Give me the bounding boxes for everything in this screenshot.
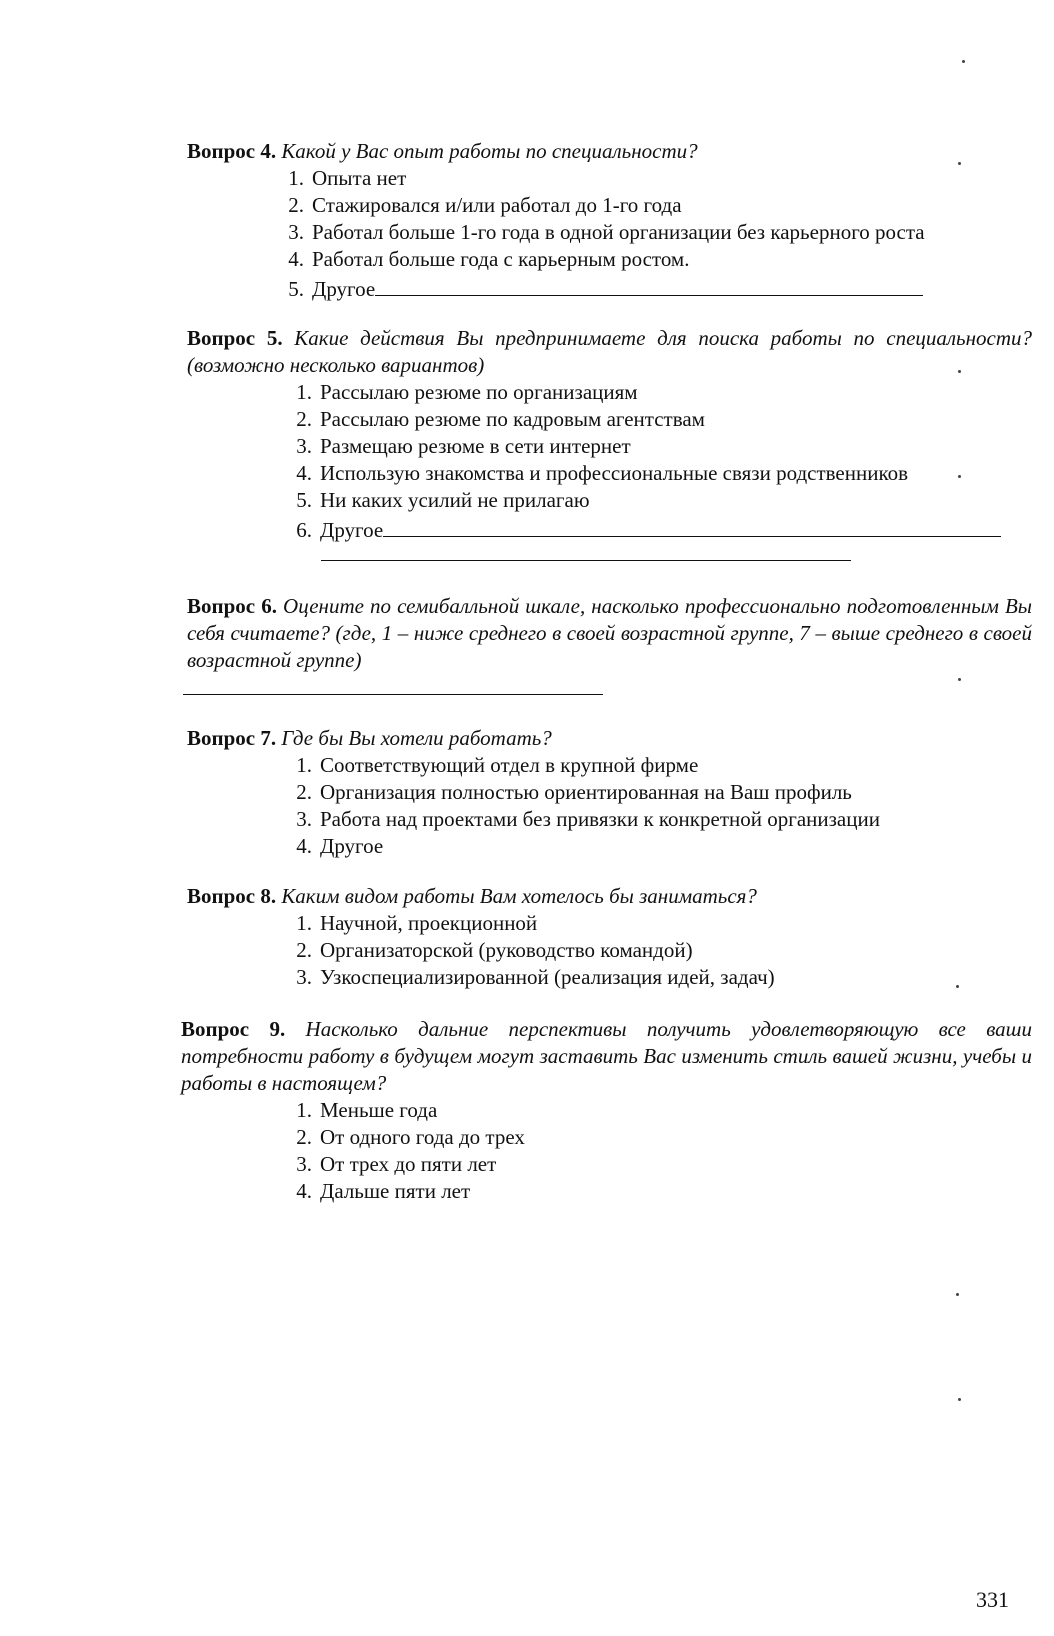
option-number: 5. xyxy=(296,488,312,512)
scan-speck xyxy=(962,60,965,63)
option-item[interactable] xyxy=(286,937,1032,964)
option-item[interactable] xyxy=(286,752,1032,779)
option-item[interactable] xyxy=(286,833,1032,860)
option-number: 4. xyxy=(296,461,312,485)
option-text: Стажировался и/или работал до 1-го года xyxy=(312,193,682,217)
question-heading xyxy=(187,138,1032,165)
answer-blank-line[interactable] xyxy=(383,514,1001,537)
option-item[interactable] xyxy=(278,219,1032,246)
option-text: Другое xyxy=(312,277,376,301)
question-text: Оцените по семибалльной шкале, насколько профессионально подготовленным Вы себя считаете? (где, 1 – ниже среднего в своей возрастной группе, 7 – выше среднего в своей возрастной группе) xyxy=(187,594,1033,672)
question-label: Вопрос 7. xyxy=(187,726,277,750)
option-number: 1. xyxy=(288,166,304,190)
scan-speck xyxy=(958,1398,961,1401)
option-item[interactable] xyxy=(286,964,1032,991)
option-number: 2. xyxy=(296,780,312,804)
option-list xyxy=(286,910,1032,991)
answer-blank-line[interactable] xyxy=(321,560,851,561)
question-4 xyxy=(187,138,1032,300)
question-heading xyxy=(187,725,1032,752)
question-heading xyxy=(181,1016,1032,1097)
option-text: Ни каких усилий не прилагаю xyxy=(320,488,590,512)
option-item[interactable] xyxy=(286,806,1032,833)
option-item[interactable] xyxy=(286,779,1032,806)
question-8 xyxy=(187,883,1032,991)
option-item[interactable] xyxy=(286,910,1032,937)
scan-speck xyxy=(956,985,959,988)
option-text: Рассылаю резюме по организациям xyxy=(320,380,638,404)
option-number: 1. xyxy=(296,1098,312,1122)
option-text: Другое xyxy=(320,518,384,542)
option-number: 3. xyxy=(296,807,312,831)
option-item[interactable] xyxy=(278,165,1032,192)
question-7 xyxy=(187,725,1032,860)
option-text: Работал больше 1-го года в одной организации без карьерного роста xyxy=(312,220,925,244)
scan-speck xyxy=(958,678,961,681)
option-number: 1. xyxy=(296,911,312,935)
option-number: 5. xyxy=(288,277,304,301)
option-text: Организаторской (руководство командой) xyxy=(320,938,693,962)
option-number: 4. xyxy=(296,1179,312,1203)
question-6 xyxy=(187,593,1032,674)
question-label: Вопрос 4. xyxy=(187,139,277,163)
option-item[interactable] xyxy=(286,1124,1032,1151)
question-heading xyxy=(187,593,1032,674)
option-text: Другое xyxy=(320,834,384,858)
option-number: 1. xyxy=(296,380,312,404)
option-item[interactable] xyxy=(286,1097,1032,1124)
option-number: 3. xyxy=(296,965,312,989)
option-number: 4. xyxy=(296,834,312,858)
option-item[interactable] xyxy=(286,1178,1032,1205)
option-text: Рассылаю резюме по кадровым агентствам xyxy=(320,407,705,431)
answer-blank-line[interactable] xyxy=(183,694,603,695)
option-item[interactable] xyxy=(278,192,1032,219)
option-number: 2. xyxy=(296,938,312,962)
question-label: Вопрос 6. xyxy=(187,594,277,618)
question-label: Вопрос 5. xyxy=(187,326,283,350)
option-text: Работа над проектами без привязки к конкретной организации xyxy=(320,807,880,831)
option-number: 1. xyxy=(296,753,312,777)
option-item[interactable] xyxy=(286,379,1032,406)
option-text: Дальше пяти лет xyxy=(320,1179,471,1203)
question-text: Какие действия Вы предпринимаете для поиска работы по специальности? (возможно несколько вариантов) xyxy=(187,326,1033,377)
question-text: Каким видом работы Вам хотелось бы заниматься? xyxy=(281,884,757,908)
question-5 xyxy=(187,325,1032,541)
question-text: Где бы Вы хотели работать? xyxy=(281,726,552,750)
question-heading xyxy=(187,325,1032,379)
scan-speck xyxy=(956,1293,959,1296)
option-number: 2. xyxy=(288,193,304,217)
scan-speck xyxy=(958,162,961,165)
option-text: Узкоспециализированной (реализация идей, задач) xyxy=(320,965,775,989)
option-list xyxy=(286,1097,1032,1205)
option-list xyxy=(286,379,1032,541)
question-heading xyxy=(187,883,1032,910)
option-item[interactable] xyxy=(278,246,1032,273)
option-number: 6. xyxy=(296,518,312,542)
option-text: От одного года до трех xyxy=(320,1125,525,1149)
answer-blank-line[interactable] xyxy=(375,273,923,296)
option-list xyxy=(278,165,1032,300)
option-item[interactable] xyxy=(286,406,1032,433)
option-item[interactable] xyxy=(286,514,1032,541)
question-label: Вопрос 9. xyxy=(181,1017,286,1041)
option-text: Соответствующий отдел в крупной фирме xyxy=(320,753,699,777)
question-text: Насколько дальние перспективы получить удовлетворяющую все ваши потребности работу в будущем могут заставить Вас изменить стиль вашей жизни, учебы и работы в настоящем? xyxy=(181,1017,1033,1095)
question-label: Вопрос 8. xyxy=(187,884,277,908)
option-text: Работал больше года с карьерным ростом. xyxy=(312,247,690,271)
option-number: 2. xyxy=(296,1125,312,1149)
option-item[interactable] xyxy=(286,487,1032,514)
option-text: Меньше года xyxy=(320,1098,438,1122)
option-number: 2. xyxy=(296,407,312,431)
option-text: Опыта нет xyxy=(312,166,407,190)
option-text: Научной, проекционной xyxy=(320,911,538,935)
scan-speck xyxy=(958,370,961,373)
option-number: 3. xyxy=(296,434,312,458)
option-list xyxy=(286,752,1032,860)
option-text: Организация полностью ориентированная на Ваш профиль xyxy=(320,780,852,804)
question-text: Какой у Вас опыт работы по специальности? xyxy=(281,139,698,163)
page-number: 331 xyxy=(976,1587,1009,1612)
option-item[interactable] xyxy=(286,1151,1032,1178)
option-text: От трех до пяти лет xyxy=(320,1152,497,1176)
option-item[interactable] xyxy=(286,433,1032,460)
option-item[interactable] xyxy=(278,273,1032,300)
option-number: 3. xyxy=(296,1152,312,1176)
option-item[interactable] xyxy=(286,460,1032,487)
scan-speck xyxy=(958,475,961,478)
option-text: Размещаю резюме в сети интернет xyxy=(320,434,631,458)
option-number: 4. xyxy=(288,247,304,271)
option-number: 3. xyxy=(288,220,304,244)
option-text: Использую знакомства и профессиональные связи родственников xyxy=(320,461,909,485)
question-9 xyxy=(181,1016,1032,1205)
